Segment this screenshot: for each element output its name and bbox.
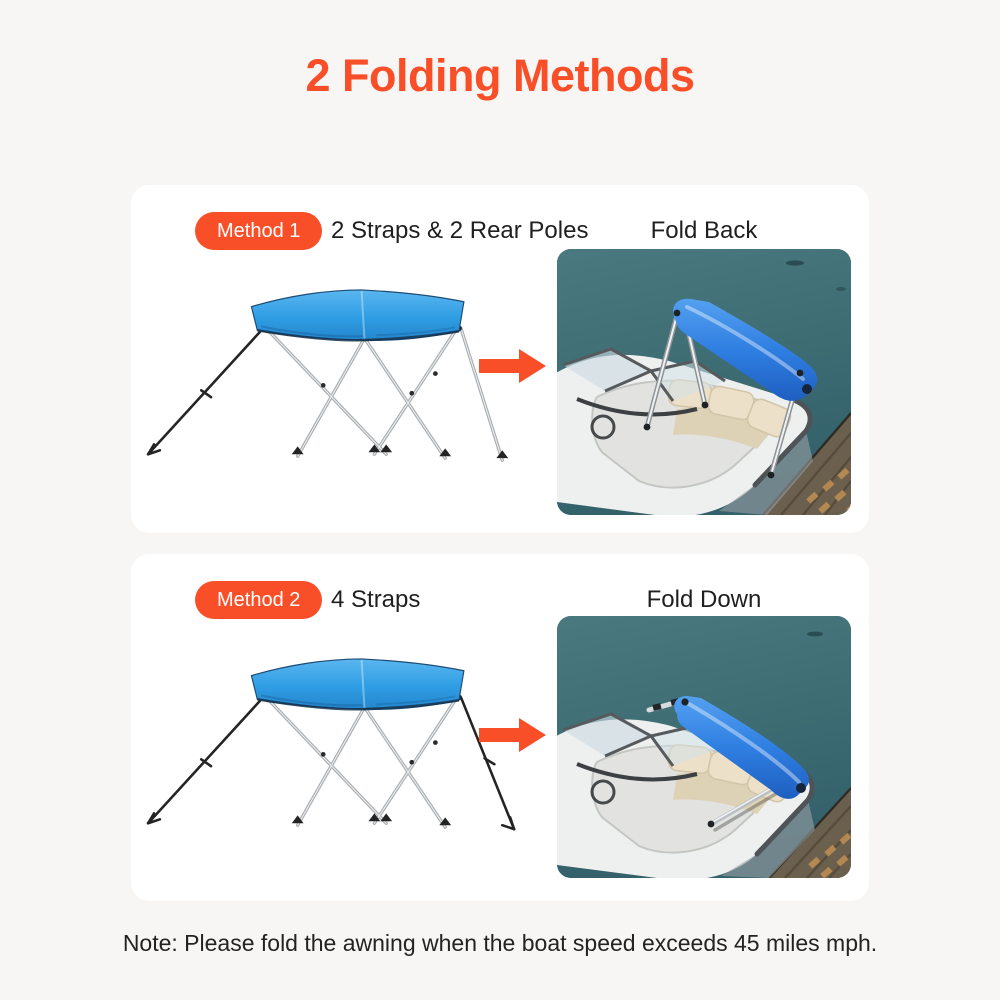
bimini-product-image-method-1 xyxy=(137,287,537,469)
bimini-product-image-method-2 xyxy=(137,656,537,838)
method-2-badge: Method 2 xyxy=(195,581,322,619)
method-2-result-label: Fold Down xyxy=(646,586,762,613)
method-2-card xyxy=(131,554,869,901)
method-1-description: 2 Straps & 2 Rear Poles xyxy=(331,217,589,244)
speed-warning-note: Note: Please fold the awning when the boat speed exceeds 45 miles mph. xyxy=(122,930,878,956)
boat-photo-fold-back xyxy=(557,249,851,515)
right-arrow-icon xyxy=(479,717,547,753)
boat-photo-fold-down xyxy=(557,616,851,878)
method-1-result-label: Fold Back xyxy=(650,217,758,244)
method-1-card xyxy=(131,185,869,533)
page-title: 2 Folding Methods xyxy=(305,50,695,101)
method-2-description: 4 Straps xyxy=(331,586,421,613)
method-1-badge: Method 1 xyxy=(195,212,322,250)
right-arrow-icon xyxy=(479,348,547,384)
